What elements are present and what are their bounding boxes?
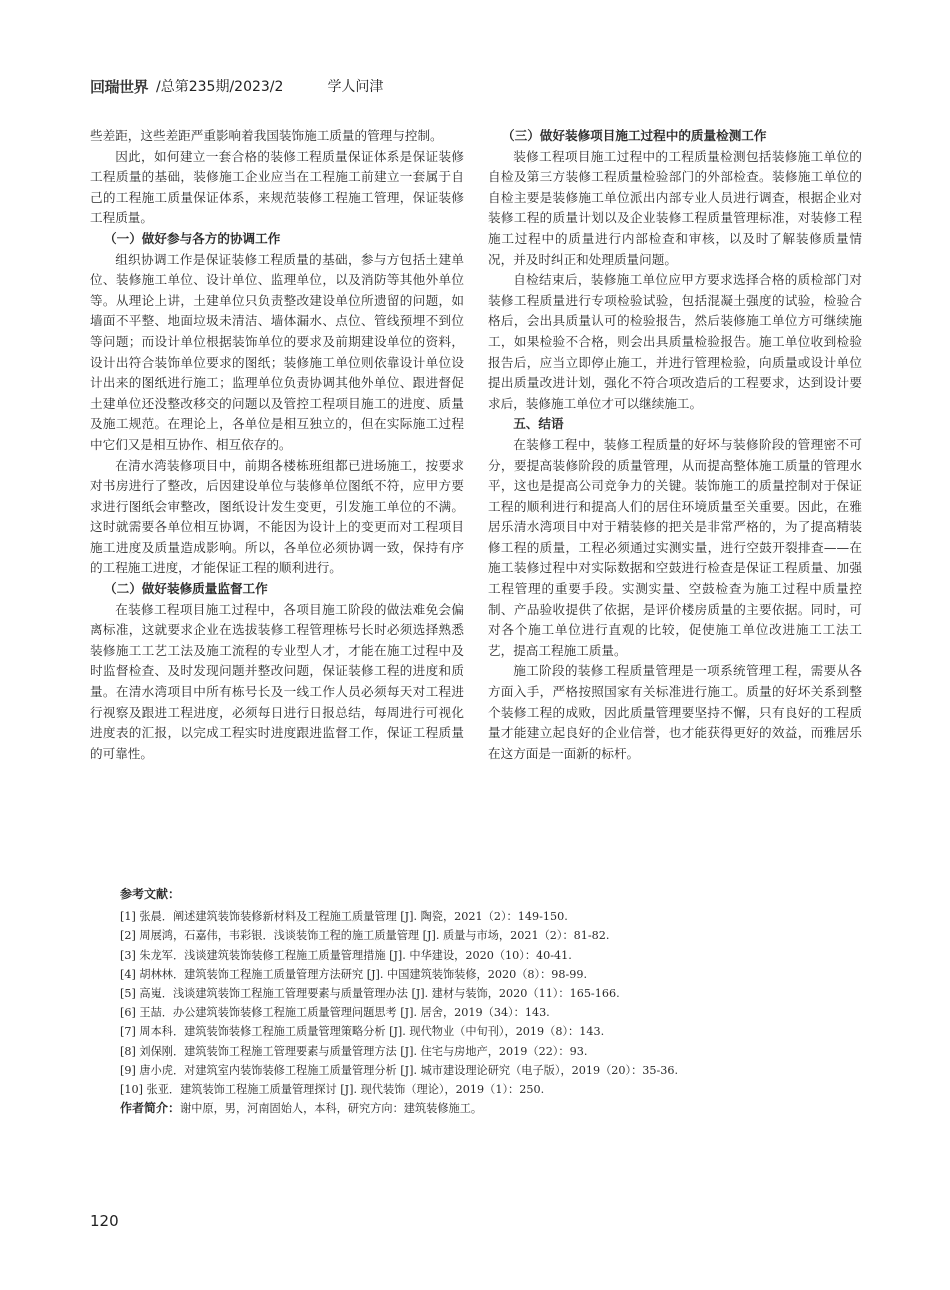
reference-item: [3] 朱龙军．浅谈建筑装饰装修工程施工质量管理措施 [J]. 中华建设，2020（10）：40-41. (120, 948, 572, 962)
reference-item: [8] 刘保刚．建筑装饰工程施工管理要素与质量管理方法 [J]. 住宅与房地产，2019（22）：93. (120, 1044, 588, 1058)
paragraph: 施工阶段的装修工程质量管理是一项系统管理工程，需要从各方面入手，严格按照国家有关标准进行施工。质量的好坏关系到整个装修工程的成败，因此质量管理要坚持不懈，只有良好的工程质量才能建立起良好的企业信誉，也才能获得更好的效益，而雅居乐在这方面是一面新的标杆。 (488, 663, 862, 761)
reference-item: [4] 胡林林．建筑装饰工程施工质量管理方法研究 [J]. 中国建筑装饰装修，2020（8）：98-99. (120, 967, 588, 981)
reference-item: [6] 王喆．办公建筑装饰装修工程施工质量管理问题思考 [J]. 居舍，2019（34）：143. (120, 1006, 550, 1020)
reference-item: [1] 张晨．阐述建筑装饰装修新材料及工程施工质量管理 [J]. 陶瓷，2021（2）：149-150. (120, 910, 568, 924)
author-bio (120, 1099, 850, 1118)
running-header (90, 74, 860, 98)
reference-item: [10] 张亚．建筑装饰工程施工质量管理探讨 [J]. 现代装饰（理论），2019（1）：250. (120, 1083, 545, 1097)
paragraph: 在装修工程项目施工过程中，各项目施工阶段的做法难免会偏离标准，这就要求企业在选拔装修工程管理栋号长时必须选择熟悉装修施工工艺工法及施工流程的专业型人才，才能在施工过程中及时监督检查、及时发现问题并整改问题，保证装修工程的进度和质量。在清水湾项目中所有栋号长及一线工作人员必须每天对工程进行视察及跟进工程进度，必须每日进行日报总结，每周进行可视化进度表的汇报，以完成工程实时进度跟进监督工作，保证工程质量的可靠性。 (90, 601, 464, 761)
section-heading: （二）做好装修质量监督工作 (104, 581, 268, 597)
author-bio-label: 作者简介： (120, 1101, 181, 1116)
references-title: 参考文献： (120, 887, 181, 901)
paragraph: 因此，如何建立一套合格的装修工程质量保证体系是保证装修工程质量的基础，装修施工企业应当在工程施工前建立一套属于自己的工程施工质量保证体系，来规范装修工程施工管理，保证装修工程质量。 (90, 148, 464, 226)
reference-item: [5] 高嵬．浅谈建筑装饰工程施工管理要素与质量管理办法 [J]. 建材与装饰，2020（11）：165-166. (120, 987, 620, 1001)
author-bio-text: 谢中原，男，河南固始人，本科，研究方向：建筑装修施工。 (180, 1102, 483, 1116)
body-columns (90, 126, 862, 764)
paragraph: 在清水湾装修项目中，前期各楼栋班组都已进场施工，按要求对书房进行了整改，后因建设单位与装修单位图纸不符，应甲方要求进行图纸会审整改，图纸设计发生变更，引发施工单位的不满。这时就需要各单位相互协调，不能因为设计上的变更而对工程项目施工进度及质量造成影响。所以，各单位必须协调一致，保持有序的工程施工进度，才能保证工程的顺利进行。 (90, 457, 464, 576)
paragraph: 自检结束后，装修施工单位应甲方要求选择合格的质检部门对装修工程质量进行专项检验试验，包括混凝土强度的试验，检验合格后，会出具质量认可的检验报告，然后装修施工单位方可继续施工，如果检验不合格，则会出具质量检验报告。施工单位收到检验报告后，应当立即停止施工，并进行管理检验，向质量或设计单位提出质量改进计划，强化不符合项改造后的工程要求，达到设计要求后，装修施工单位才可以继续施工。 (488, 272, 862, 411)
issue-info: /总第235期/2023/2 (156, 79, 284, 95)
reference-item: [9] 唐小虎．对建筑室内装饰装修工程施工质量管理分析 [J]. 城市建设理论研究（电子版），2019（20）：35-36. (120, 1063, 679, 1077)
paragraph: 装修工程项目施工过程中的工程质量检测包括装修施工单位的自检及第三方装修工程质量检验部门的外部检查。装修施工单位的自检主要是装修施工单位派出内部专业人员进行调查，根据企业对装修工程的质量计划以及企业装修工程质量管理标准，对装修工程施工过程中的质量进行内部检查和审核，以及时了解装修质量情况，并及时纠正和处理质量问题。 (488, 148, 862, 267)
section-heading: （一）做好参与各方的协调工作 (104, 230, 281, 246)
paragraph: 在装修工程中，装修工程质量的好坏与装修阶段的管理密不可分，要提高装修阶段的质量管理，从而提高整体施工质量的管理水平，这也是提高公司竞争力的关键。装饰施工的质量控制对于保证工程的顺利进行和提高人们的居住环境质量至关重要。因此，在雅居乐清水湾项目中对于精装修的把关是非常严格的，为了提高精装修工程的质量，工程必须通过实测实量，进行空鼓开裂排查——在施工装修过程中对实际数据和空鼓进行检查是保证工程质量、加强工程管理的重要手段。实测实量、空鼓检查为施工过程中质量控制、产品验收提供了依据，是评价楼房质量的主要依据。同时，可对各个施工单位进行直观的比较，促使施工单位改进施工工法工艺，提高工程施工质量。 (488, 436, 862, 658)
references-section (120, 885, 850, 1118)
section-heading: （三）做好装修项目施工过程中的质量检测工作 (502, 128, 767, 143)
section-name: 学人问津 (327, 79, 384, 95)
journal-logo: 回瑞世界 (90, 77, 149, 96)
section-heading: 五、结语 (513, 416, 564, 432)
paragraph: 组织协调工作是保证装修工程质量的基础，参与方包括土建单位、装修施工单位、设计单位、监理单位，以及消防等其他外单位等。从理论上讲，土建单位只负责整改建设单位所遗留的问题，如墙面不平整、地面垃圾未清洁、墙体漏水、点位、管线预埋不到位等问题；而设计单位根据装饰单位的要求及前期建设单位的资料，设计出符合装饰单位要求的图纸；装修施工单位则依靠设计单位设计出来的图纸进行施工；监理单位负责协调其他外单位、跟进督促土建单位还没整改移交的问题以及管控工程项目施工的进度、质量及施工规范。在理论上，各单位是相互独立的，但在实际施工过程中它们又是相互协作、相互依存的。 (90, 251, 464, 452)
left-column (90, 126, 464, 764)
paragraph: 些差距，这些差距严重影响着我国装饰施工质量的管理与控制。 (90, 128, 443, 143)
reference-item: [7] 周本科．建筑装饰装修工程施工质量管理策略分析 [J]. 现代物业（中旬刊），2019（8）：143. (120, 1025, 605, 1039)
page-number: 120 (90, 1212, 119, 1230)
right-column (488, 126, 862, 764)
reference-item: [2] 周展鸿，石嘉伟，韦彩银．浅谈装饰工程的施工质量管理 [J]. 质量与市场，2021（2）：81-82. (120, 929, 610, 943)
